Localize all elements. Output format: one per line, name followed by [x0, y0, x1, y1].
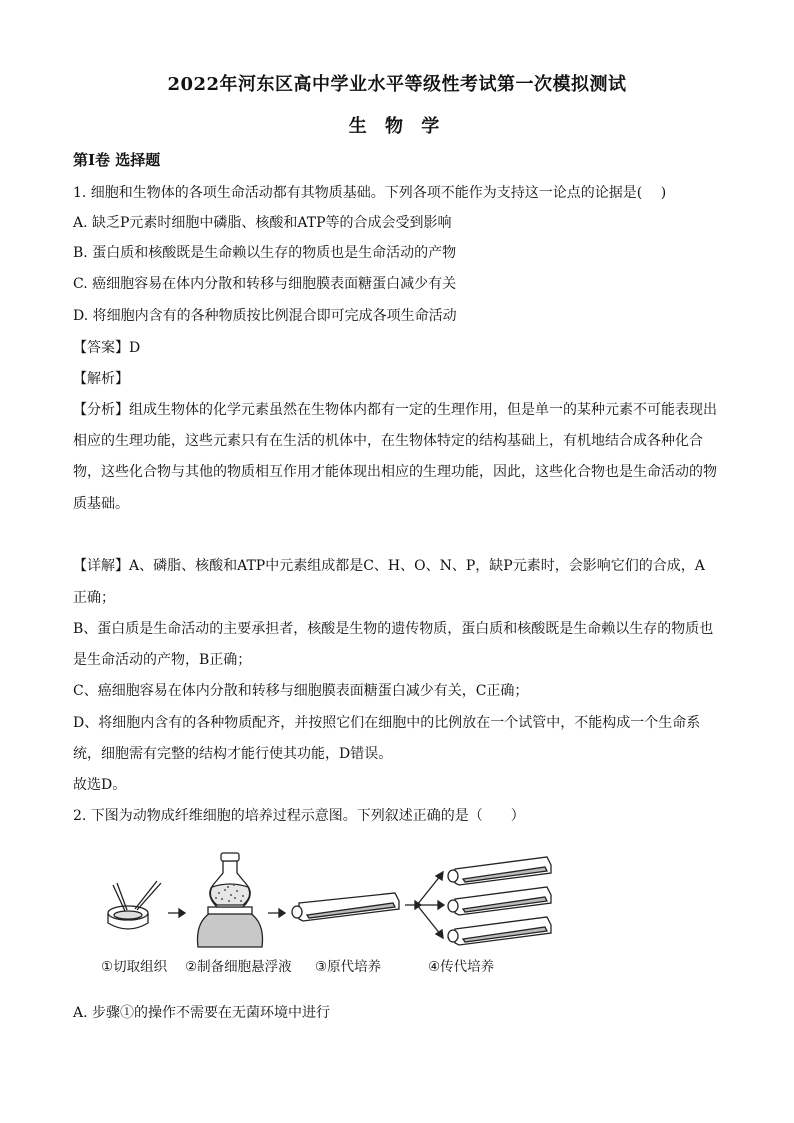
detail-line: 故选D。	[73, 777, 127, 793]
detail-line: 是生命活动的产物，B正确；	[73, 652, 252, 668]
detail-line: 【详解】A、磷脂、核酸和ATP中元素组成都是C、H、O、N、P，缺P元素时，会影响它们的合成，A	[73, 558, 705, 574]
arrow-icon	[268, 909, 285, 917]
figure-label-step2: ②制备细胞悬浮液	[185, 959, 292, 975]
question-2-option-a: A. 步骤①的操作不需要在无菌环境中进行	[73, 1005, 331, 1021]
subculture-flask-icon	[448, 887, 551, 915]
detail-line: 正确；	[73, 590, 115, 606]
detail-line: 统，细胞需有完整的结构才能行使其功能，D错误。	[73, 746, 393, 762]
question-1-option-b: B. 蛋白质和核酸既是生命赖以生存的物质也是生命活动的产物	[73, 245, 457, 261]
flask-on-stand-icon	[198, 853, 263, 947]
question-1-option-d: D. 将细胞内含有的各种物质按比例混合即可完成各项生命活动	[73, 308, 457, 324]
subculture-flask-icon	[448, 917, 551, 945]
figure-label-step1: ①切取组织	[101, 959, 168, 975]
section-heading: 第Ⅰ卷 选择题	[73, 151, 161, 169]
culture-flask-icon	[292, 893, 399, 921]
question-1-stem: 1. 细胞和生物体的各项生命活动都有其物质基础。下列各项不能作为支持这一论点的论据是( )	[73, 185, 667, 201]
analysis-line: 物，这些化合物与其他的物质相互作用才能体现出相应的生理功能，因此，这些化合物也是生命活动的物	[73, 464, 717, 480]
exam-title: 2022年河东区高中学业水平等级性考试第一次模拟测试	[167, 74, 627, 95]
detail-line: C、癌细胞容易在体内分散和转移与细胞膜表面糖蛋白减少有关，C正确；	[73, 683, 529, 699]
analysis-line: 【分析】组成生物体的化学元素虽然在生物体内都有一定的生理作用，但是单一的某种元素不可能表现出	[73, 402, 717, 418]
detail-line: D、将细胞内含有的各种物质配齐，并按照它们在细胞中的比例放在一个试管中，不能构成一个生命系	[73, 715, 701, 731]
subject-title: 生 物 学	[348, 116, 446, 137]
question-1-answer: 【答案】D	[73, 340, 141, 356]
question-1-analysis-label: 【解析】	[73, 371, 129, 387]
tissue-dish-icon	[108, 881, 161, 929]
branch-arrows-icon	[417, 872, 444, 938]
figure-label-step3: ③原代培养	[315, 959, 382, 975]
analysis-line: 相应的生理功能，这些元素只有在生活的机体中，在生物体特定的结构基础上，有机地结合成各种化合	[73, 433, 703, 449]
analysis-line: 质基础。	[73, 496, 129, 512]
detail-line: B、蛋白质是生命活动的主要承担者，核酸是生物的遗传物质，蛋白质和核酸既是生命赖以生存的物质也	[73, 621, 714, 637]
arrow-icon	[168, 909, 185, 917]
subculture-flask-icon	[448, 857, 551, 885]
question-2-stem: 2. 下图为动物成纤维细胞的培养过程示意图。下列叙述正确的是（ ）	[73, 808, 525, 824]
question-1-option-c: C. 癌细胞容易在体内分散和转移与细胞膜表面糖蛋白减少有关	[73, 276, 457, 292]
figure-label-step4: ④传代培养	[428, 959, 495, 975]
question-1-option-a: A. 缺乏P元素时细胞中磷脂、核酸和ATP等的合成会受到影响	[73, 215, 452, 231]
